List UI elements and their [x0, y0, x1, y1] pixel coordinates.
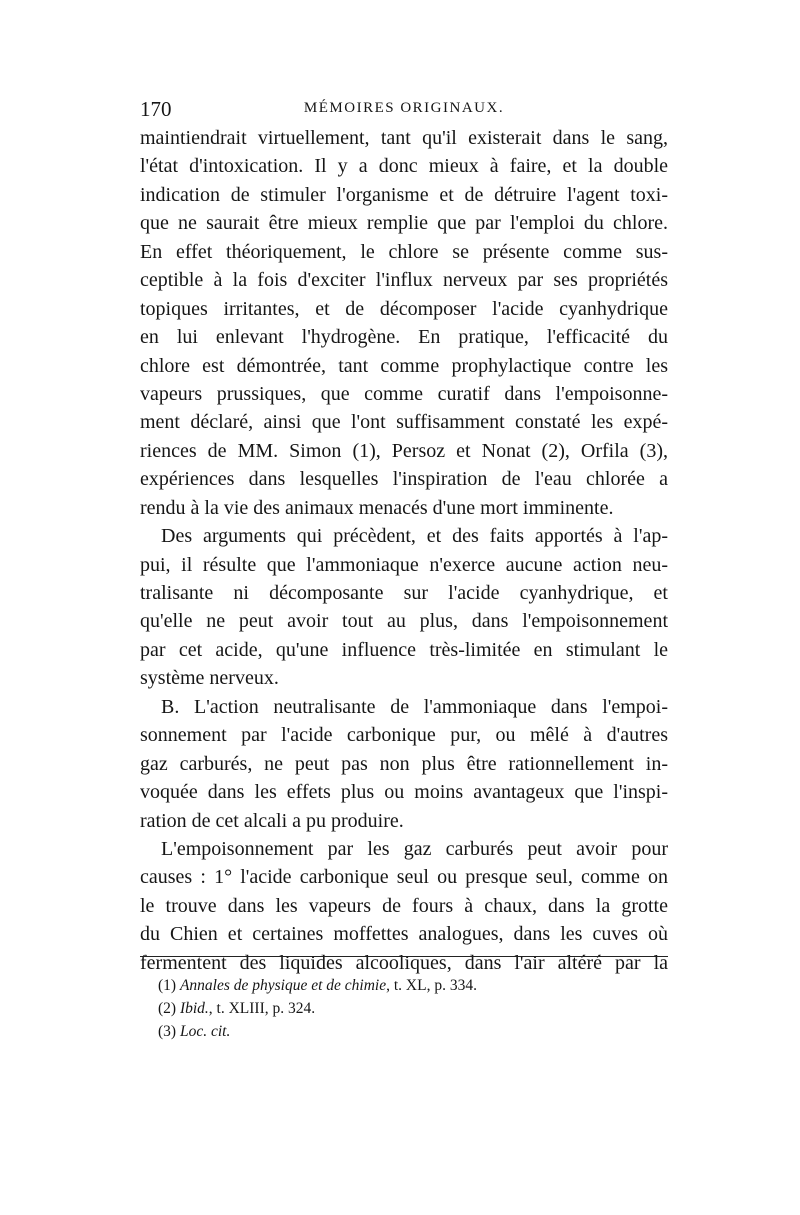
footnote-detail: , t. XL, p. 334.	[386, 977, 477, 994]
text-line: fermentent des liquides alcooliques, dans l'air altéré par la	[140, 951, 668, 974]
footnote-source: Ibid.	[179, 1000, 209, 1017]
page-number: 170	[140, 97, 172, 121]
text-line: le trouve dans les vapeurs de fours à chaux, dans la grotte	[140, 894, 668, 917]
text-line: par cet acide, qu'une influence très-limitée en stimulant le	[140, 638, 668, 661]
body-text	[140, 124, 668, 977]
footnote-source: Annales de physique et de chimie	[179, 977, 387, 994]
text-line: vapeurs prussiques, que comme curatif dans l'empoisonne-	[140, 382, 668, 405]
text-line: expériences dans lesquelles l'inspiration de l'eau chlorée a	[140, 468, 668, 491]
text-line: sonnement par l'acide carbonique pur, ou mêlé à d'autres	[140, 724, 668, 747]
text-line: qu'elle ne peut avoir tout au plus, dans l'empoisonnement	[140, 610, 668, 633]
footnote-rule	[140, 956, 668, 957]
text-line: riences de MM. Simon (1), Persoz et Nonat (2), Orfila (3),	[140, 439, 668, 462]
text-line: B. L'action neutralisante de l'ammoniaque dans l'empoi-	[161, 695, 668, 718]
text-line: maintiendrait virtuellement, tant qu'il existerait dans le sang,	[140, 127, 668, 149]
text-line: en lui enlevant l'hydrogène. En pratique, l'efficacité du	[140, 326, 668, 349]
text-line: gaz carburés, ne peut pas non plus être rationnellement in-	[140, 752, 668, 775]
footnote-marker: (2)	[158, 1000, 177, 1017]
text-line: En effet théoriquement, le chlore se présente comme sus-	[140, 240, 668, 263]
footnote	[158, 1020, 658, 1043]
footnote	[158, 974, 658, 997]
text-line: l'état d'intoxication. Il y a donc mieux à faire, et la double	[140, 155, 668, 178]
page-header	[140, 97, 668, 123]
footnote-marker: (1)	[158, 977, 177, 994]
text-line: chlore est démontrée, tant comme prophylactique contre les	[140, 354, 668, 377]
text-line: que ne saurait être mieux remplie que par l'emploi du chlore.	[140, 212, 668, 235]
text-line: du Chien et certaines moffettes analogues, dans les cuves où	[140, 923, 668, 946]
text-line: ment déclaré, ainsi que l'ont suffisamment constaté les expé-	[140, 411, 668, 434]
text-line: rendu à la vie des animaux menacés d'une mort imminente.	[140, 496, 614, 519]
text-line: causes : 1° l'acide carbonique seul ou presque seul, comme on	[140, 866, 668, 889]
text-line: L'empoisonnement par les gaz carburés peut avoir pour	[161, 837, 668, 860]
text-line: indication de stimuler l'organisme et de détruire l'agent toxi-	[140, 183, 668, 206]
footnote-source: Loc. cit.	[179, 1023, 231, 1040]
text-line: système nerveux.	[140, 667, 279, 690]
text-line: tralisante ni décomposante sur l'acide cyanhydrique, et	[140, 582, 668, 604]
text-line: pui, il résulte que l'ammoniaque n'exerce aucune action neu-	[140, 553, 668, 576]
footnote-marker: (3)	[158, 1023, 177, 1040]
text-line: ration de cet alcali a pu produire.	[140, 809, 404, 832]
text-line: voquée dans les effets plus ou moins avantageux que l'inspi-	[140, 781, 668, 804]
text-line: ceptible à la fois d'exciter l'influx nerveux par ses propriétés	[140, 269, 668, 292]
footnote-detail: , t. XLIII, p. 324.	[208, 1000, 316, 1017]
text-line: topiques irritantes, et de décomposer l'acide cyanhydrique	[140, 297, 668, 320]
footnote	[158, 997, 658, 1020]
footnotes	[158, 974, 658, 1043]
running-head: MÉMOIRES ORIGINAUX.	[303, 100, 505, 116]
text-line: Des arguments qui précèdent, et des faits apportés à l'ap-	[161, 525, 668, 548]
